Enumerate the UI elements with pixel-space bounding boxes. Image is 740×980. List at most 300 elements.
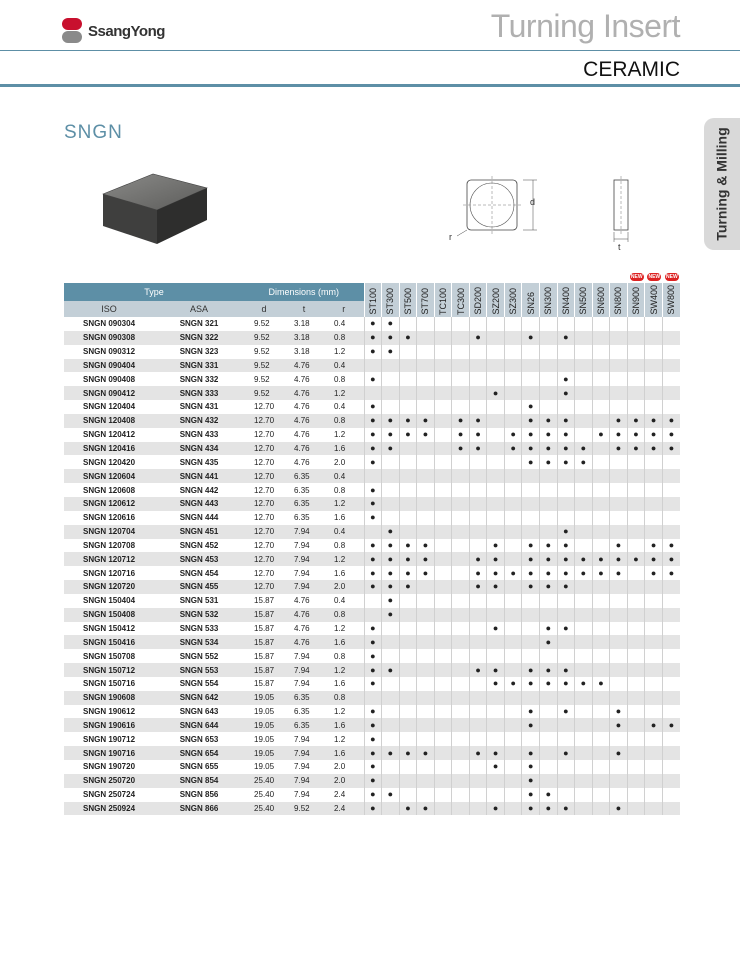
availability-dot: ●: [417, 414, 435, 428]
label-r: r: [449, 232, 452, 242]
empty-cell: [592, 455, 610, 469]
cell-r: 0.8: [324, 483, 364, 497]
empty-cell: [645, 622, 663, 636]
empty-cell: [522, 469, 540, 483]
table-row: [64, 788, 680, 802]
availability-dot: ●: [382, 552, 400, 566]
cell-d: 15.87: [244, 594, 284, 608]
empty-cell: [504, 649, 522, 663]
cell-t: 6.35: [284, 483, 324, 497]
empty-cell: [540, 691, 558, 705]
cell-iso: SNGN 190712: [64, 732, 154, 746]
empty-cell: [610, 331, 628, 345]
cell-d: 19.05: [244, 732, 284, 746]
cell-asa: SNGN 856: [154, 788, 244, 802]
availability-dot: ●: [540, 635, 558, 649]
empty-cell: [452, 677, 470, 691]
availability-dot: ●: [469, 414, 487, 428]
empty-cell: [610, 788, 628, 802]
cell-asa: SNGN 444: [154, 511, 244, 525]
empty-cell: [417, 788, 435, 802]
cell-iso: SNGN 120612: [64, 497, 154, 511]
empty-cell: [504, 372, 522, 386]
availability-dot: ●: [487, 552, 505, 566]
cell-d: 9.52: [244, 386, 284, 400]
side-tab-turning-milling[interactable]: [704, 118, 740, 250]
brand-logo: [62, 16, 165, 46]
empty-cell: [382, 802, 400, 816]
availability-dot: ●: [469, 552, 487, 566]
availability-dot: ●: [364, 774, 382, 788]
empty-cell: [469, 469, 487, 483]
empty-cell: [469, 372, 487, 386]
availability-dot: ●: [592, 552, 610, 566]
cell-r: 1.2: [324, 345, 364, 359]
table-row: [64, 511, 680, 525]
cell-asa: SNGN 655: [154, 760, 244, 774]
empty-cell: [434, 788, 452, 802]
availability-dot: ●: [487, 802, 505, 816]
empty-cell: [592, 760, 610, 774]
empty-cell: [627, 732, 645, 746]
empty-cell: [575, 525, 593, 539]
empty-cell: [452, 732, 470, 746]
availability-dot: ●: [522, 428, 540, 442]
empty-cell: [575, 497, 593, 511]
availability-dot: ●: [364, 635, 382, 649]
cell-iso: SNGN 250924: [64, 802, 154, 816]
empty-cell: [469, 317, 487, 331]
availability-dot: ●: [487, 746, 505, 760]
cell-d: 19.05: [244, 705, 284, 719]
cell-asa: SNGN 454: [154, 566, 244, 580]
cell-asa: SNGN 455: [154, 580, 244, 594]
empty-cell: [487, 317, 505, 331]
empty-cell: [575, 372, 593, 386]
new-badge: NEW: [630, 274, 643, 280]
empty-cell: [557, 483, 575, 497]
empty-cell: [452, 760, 470, 774]
availability-dot: ●: [557, 539, 575, 553]
cell-iso: SNGN 150708: [64, 649, 154, 663]
cell-iso: SNGN 190720: [64, 760, 154, 774]
availability-dot: ●: [364, 345, 382, 359]
availability-dot: ●: [382, 788, 400, 802]
empty-cell: [645, 345, 663, 359]
empty-cell: [487, 400, 505, 414]
empty-cell: [487, 497, 505, 511]
cell-asa: SNGN 432: [154, 414, 244, 428]
availability-dot: ●: [540, 622, 558, 636]
availability-dot: ●: [557, 525, 575, 539]
cell-t: 4.76: [284, 455, 324, 469]
empty-cell: [575, 774, 593, 788]
grade-header-sd200: [469, 283, 487, 317]
empty-cell: [504, 345, 522, 359]
cell-asa: SNGN 552: [154, 649, 244, 663]
empty-cell: [610, 649, 628, 663]
empty-cell: [645, 525, 663, 539]
availability-dot: ●: [610, 442, 628, 456]
availability-dot: ●: [364, 539, 382, 553]
empty-cell: [662, 760, 680, 774]
availability-dot: ●: [522, 455, 540, 469]
empty-cell: [417, 594, 435, 608]
empty-cell: [417, 635, 435, 649]
empty-cell: [645, 774, 663, 788]
empty-cell: [610, 594, 628, 608]
empty-cell: [540, 511, 558, 525]
empty-cell: [610, 760, 628, 774]
cell-r: 1.2: [324, 552, 364, 566]
empty-cell: [452, 691, 470, 705]
cell-asa: SNGN 442: [154, 483, 244, 497]
availability-dot: ●: [627, 442, 645, 456]
availability-dot: ●: [364, 649, 382, 663]
cell-t: 7.94: [284, 732, 324, 746]
empty-cell: [504, 788, 522, 802]
availability-dot: ●: [487, 386, 505, 400]
table-row: [64, 566, 680, 580]
empty-cell: [645, 317, 663, 331]
col-t-header: t: [284, 301, 324, 317]
empty-cell: [469, 622, 487, 636]
availability-dot: ●: [382, 317, 400, 331]
availability-dot: ●: [417, 802, 435, 816]
empty-cell: [662, 663, 680, 677]
empty-cell: [469, 345, 487, 359]
empty-cell: [469, 386, 487, 400]
availability-dot: ●: [469, 331, 487, 345]
cell-t: 7.94: [284, 525, 324, 539]
empty-cell: [399, 455, 417, 469]
cell-d: 12.70: [244, 455, 284, 469]
empty-cell: [522, 594, 540, 608]
cell-t: 7.94: [284, 760, 324, 774]
empty-cell: [592, 345, 610, 359]
empty-cell: [504, 622, 522, 636]
empty-cell: [627, 525, 645, 539]
availability-dot: ●: [645, 539, 663, 553]
empty-cell: [662, 317, 680, 331]
empty-cell: [610, 317, 628, 331]
cell-r: 0.4: [324, 525, 364, 539]
cell-iso: SNGN 150408: [64, 608, 154, 622]
empty-cell: [504, 317, 522, 331]
empty-cell: [575, 400, 593, 414]
empty-cell: [434, 442, 452, 456]
cell-r: 0.4: [324, 317, 364, 331]
availability-dot: ●: [382, 566, 400, 580]
empty-cell: [592, 400, 610, 414]
availability-dot: ●: [469, 428, 487, 442]
cell-t: 7.94: [284, 746, 324, 760]
empty-cell: [627, 788, 645, 802]
availability-dot: ●: [364, 372, 382, 386]
empty-cell: [504, 718, 522, 732]
cell-t: 9.52: [284, 802, 324, 816]
cell-asa: SNGN 553: [154, 663, 244, 677]
availability-dot: ●: [382, 580, 400, 594]
empty-cell: [522, 635, 540, 649]
empty-cell: [592, 774, 610, 788]
empty-cell: [592, 539, 610, 553]
cell-iso: SNGN 190616: [64, 718, 154, 732]
availability-dot: ●: [522, 331, 540, 345]
empty-cell: [452, 788, 470, 802]
empty-cell: [610, 732, 628, 746]
empty-cell: [627, 497, 645, 511]
empty-cell: [557, 608, 575, 622]
empty-cell: [487, 372, 505, 386]
empty-cell: [592, 483, 610, 497]
empty-cell: [645, 372, 663, 386]
availability-dot: ●: [662, 442, 680, 456]
cell-r: 1.6: [324, 718, 364, 732]
table-header-group-row: [64, 283, 680, 301]
table-row: [64, 497, 680, 511]
empty-cell: [592, 359, 610, 373]
empty-cell: [452, 525, 470, 539]
grade-label: SN800: [613, 287, 624, 315]
empty-cell: [575, 649, 593, 663]
empty-cell: [434, 359, 452, 373]
empty-cell: [434, 414, 452, 428]
cell-t: 7.94: [284, 552, 324, 566]
availability-dot: ●: [662, 566, 680, 580]
cell-t: 3.18: [284, 345, 324, 359]
empty-cell: [487, 705, 505, 719]
table-row: [64, 649, 680, 663]
empty-cell: [504, 760, 522, 774]
cell-r: 1.2: [324, 622, 364, 636]
table-row: [64, 774, 680, 788]
cell-r: 1.6: [324, 677, 364, 691]
availability-dot: ●: [540, 552, 558, 566]
empty-cell: [540, 359, 558, 373]
availability-dot: ●: [364, 552, 382, 566]
empty-cell: [592, 732, 610, 746]
availability-dot: ●: [364, 414, 382, 428]
table-body: [64, 317, 680, 815]
cell-r: 2.4: [324, 788, 364, 802]
empty-cell: [522, 359, 540, 373]
availability-dot: ●: [399, 552, 417, 566]
availability-dot: ●: [364, 566, 382, 580]
empty-cell: [452, 483, 470, 497]
empty-cell: [452, 663, 470, 677]
empty-cell: [610, 580, 628, 594]
availability-dot: ●: [399, 331, 417, 345]
availability-dot: ●: [522, 746, 540, 760]
empty-cell: [610, 359, 628, 373]
grade-header-sn600: [592, 283, 610, 317]
empty-cell: [627, 594, 645, 608]
availability-dot: ●: [364, 705, 382, 719]
empty-cell: [434, 400, 452, 414]
empty-cell: [469, 455, 487, 469]
cell-r: 1.6: [324, 511, 364, 525]
empty-cell: [452, 566, 470, 580]
cell-d: 12.70: [244, 511, 284, 525]
empty-cell: [452, 539, 470, 553]
empty-cell: [452, 455, 470, 469]
empty-cell: [399, 635, 417, 649]
empty-cell: [610, 511, 628, 525]
empty-cell: [469, 608, 487, 622]
empty-cell: [557, 359, 575, 373]
empty-cell: [662, 622, 680, 636]
availability-dot: ●: [662, 718, 680, 732]
empty-cell: [645, 746, 663, 760]
empty-cell: [434, 732, 452, 746]
cell-r: 0.4: [324, 400, 364, 414]
cell-d: 25.40: [244, 802, 284, 816]
empty-cell: [645, 331, 663, 345]
availability-dot: ●: [557, 455, 575, 469]
empty-cell: [399, 386, 417, 400]
cell-r: 0.8: [324, 539, 364, 553]
insert-side-view-diagram: [600, 172, 650, 252]
group-dimensions-header: Dimensions (mm): [244, 283, 364, 301]
empty-cell: [504, 469, 522, 483]
availability-dot: ●: [364, 788, 382, 802]
header-divider: [0, 50, 740, 51]
empty-cell: [627, 649, 645, 663]
empty-cell: [382, 400, 400, 414]
empty-cell: [522, 732, 540, 746]
availability-dot: ●: [399, 746, 417, 760]
empty-cell: [575, 511, 593, 525]
empty-cell: [452, 608, 470, 622]
empty-cell: [469, 649, 487, 663]
empty-cell: [417, 705, 435, 719]
cell-t: 3.18: [284, 331, 324, 345]
empty-cell: [575, 635, 593, 649]
cell-asa: SNGN 333: [154, 386, 244, 400]
empty-cell: [434, 608, 452, 622]
empty-cell: [382, 455, 400, 469]
availability-dot: ●: [452, 442, 470, 456]
empty-cell: [504, 663, 522, 677]
empty-cell: [575, 317, 593, 331]
empty-cell: [434, 331, 452, 345]
empty-cell: [417, 691, 435, 705]
empty-cell: [504, 400, 522, 414]
availability-dot: ●: [645, 414, 663, 428]
empty-cell: [434, 483, 452, 497]
empty-cell: [627, 331, 645, 345]
availability-dot: ●: [487, 566, 505, 580]
table-row: [64, 677, 680, 691]
empty-cell: [417, 331, 435, 345]
empty-cell: [592, 442, 610, 456]
empty-cell: [417, 442, 435, 456]
empty-cell: [399, 442, 417, 456]
cell-iso: SNGN 150404: [64, 594, 154, 608]
empty-cell: [417, 608, 435, 622]
cell-d: 12.70: [244, 400, 284, 414]
empty-cell: [469, 359, 487, 373]
grade-header-sw800: [662, 274, 680, 317]
empty-cell: [434, 649, 452, 663]
empty-cell: [487, 359, 505, 373]
empty-cell: [417, 386, 435, 400]
availability-dot: ●: [417, 552, 435, 566]
availability-dot: ●: [557, 442, 575, 456]
empty-cell: [540, 774, 558, 788]
grade-header-sn900: [627, 274, 645, 317]
cell-iso: SNGN 190612: [64, 705, 154, 719]
empty-cell: [417, 622, 435, 636]
availability-dot: ●: [417, 566, 435, 580]
cell-r: 2.0: [324, 760, 364, 774]
cell-t: 4.76: [284, 635, 324, 649]
col-r-header: r: [324, 301, 364, 317]
empty-cell: [592, 608, 610, 622]
grade-header-st700: [417, 283, 435, 317]
empty-cell: [452, 635, 470, 649]
empty-cell: [434, 622, 452, 636]
empty-cell: [662, 386, 680, 400]
empty-cell: [417, 359, 435, 373]
empty-cell: [575, 331, 593, 345]
empty-cell: [452, 359, 470, 373]
empty-cell: [610, 455, 628, 469]
empty-cell: [662, 372, 680, 386]
empty-cell: [417, 455, 435, 469]
empty-cell: [487, 345, 505, 359]
cell-r: 0.8: [324, 414, 364, 428]
empty-cell: [627, 746, 645, 760]
availability-dot: ●: [399, 428, 417, 442]
empty-cell: [575, 732, 593, 746]
empty-cell: [592, 317, 610, 331]
empty-cell: [417, 774, 435, 788]
empty-cell: [557, 732, 575, 746]
availability-dot: ●: [487, 663, 505, 677]
availability-dot: ●: [487, 677, 505, 691]
cell-d: 12.70: [244, 525, 284, 539]
availability-dot: ●: [557, 802, 575, 816]
cell-r: 1.2: [324, 386, 364, 400]
empty-cell: [575, 705, 593, 719]
empty-cell: [417, 677, 435, 691]
availability-dot: ●: [364, 580, 382, 594]
empty-cell: [592, 718, 610, 732]
availability-dot: ●: [557, 428, 575, 442]
cell-asa: SNGN 554: [154, 677, 244, 691]
empty-cell: [557, 649, 575, 663]
cell-r: 1.2: [324, 428, 364, 442]
availability-dot: ●: [382, 594, 400, 608]
cell-iso: SNGN 150716: [64, 677, 154, 691]
empty-cell: [557, 317, 575, 331]
availability-dot: ●: [575, 442, 593, 456]
cell-asa: SNGN 531: [154, 594, 244, 608]
empty-cell: [610, 622, 628, 636]
empty-cell: [627, 372, 645, 386]
empty-cell: [487, 732, 505, 746]
availability-dot: ●: [522, 442, 540, 456]
table-row: [64, 760, 680, 774]
empty-cell: [382, 732, 400, 746]
empty-cell: [399, 511, 417, 525]
availability-dot: ●: [575, 455, 593, 469]
empty-cell: [575, 483, 593, 497]
cell-asa: SNGN 331: [154, 359, 244, 373]
empty-cell: [540, 497, 558, 511]
